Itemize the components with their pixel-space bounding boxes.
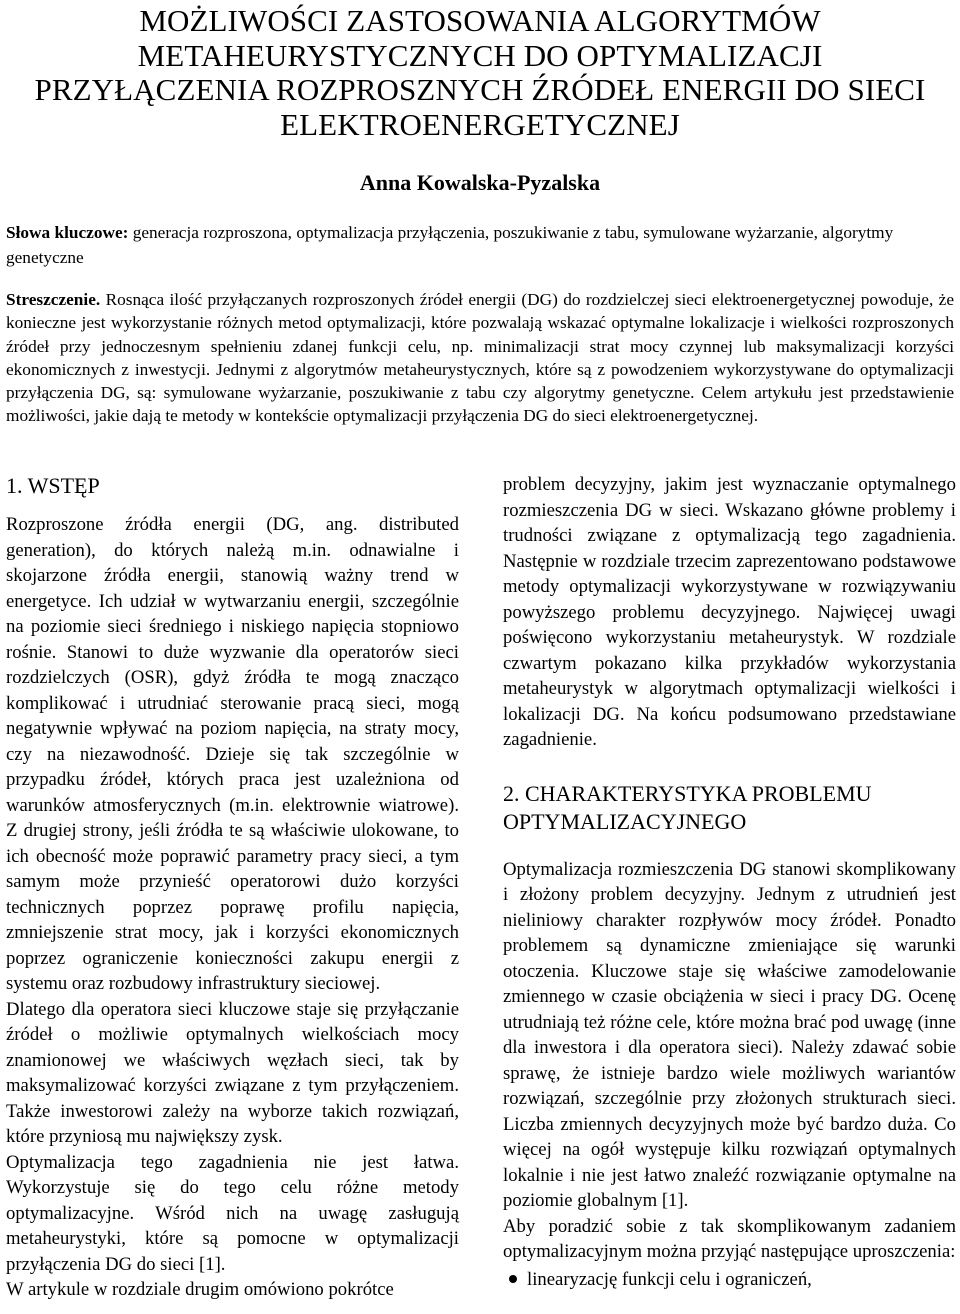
section-2-heading xyxy=(503,780,956,836)
paragraph: Rozproszone źródła energii (DG, ang. distributed generation), do których należą m.in. odnawialne i skojarzone źródła energii, stanowią ważny trend w energetyce. Ich udział w wytwarzaniu energii, szczególnie na poziomie sieci średniego i niskiego napięcia stopniowo rośnie. Stanowi to duże wyzwanie dla operatorów sieci rozdzielczych (OSR), gdyż źródła te mogą znacząco komplikować i utrudniać sterowanie pracą sieci, mogą negatywnie wpływać na poziom napięcia, na straty mocy, czy na niezawodność. Dzieje się tak szczególnie w przypadku źródeł, których praca jest uzależniona od warunków atmosferycznych (m.in. elektrownie wiatrowe). Z drugiej strony, jeśli źródła te są właściwie ulokowane, to ich obecność może poprawić parametry pracy sieci, a tym samym może przynieść operatorowi dużo korzyści technicznych poprzez poprawę profilu napięcia, zmniejszenie strat mocy, jak i korzyści ekonomicznych poprzez ograniczenie konieczności zakupu energii z systemu oraz rozbudowy infrastruktury sieciowej. xyxy=(6,514,459,994)
right-column xyxy=(503,472,956,1292)
paper-title xyxy=(0,4,960,142)
paragraph: Aby poradzić sobie z tak skomplikowanym zadaniem optymalizacyjnym można przyjąć następujące uproszczenia: xyxy=(503,1215,956,1262)
author-name: Anna Kowalska-Pyzalska xyxy=(359,170,601,195)
bullet-item xyxy=(503,1267,956,1293)
keywords-text: generacja rozproszona, optymalizacja przyłączenia, poszukiwanie z tabu, symulowane wyżarzanie, algorytmy genetyczne xyxy=(6,223,894,267)
paragraph: Optymalizacja tego zagadnienia nie jest łatwa. Wykorzystuje się do tego celu różne metody optymalizacyjne. Wśród nich na uwagę zasługują metaheurystyki, które są pomocne w optymalizacji przyłączenia DG do sieci [1]. xyxy=(6,1151,459,1275)
title-line: MOŻLIWOŚCI ZASTOSOWANIA ALGORYTMÓW xyxy=(139,3,821,38)
paragraph: Optymalizacja rozmieszczenia DG stanowi skomplikowany i złożony problem decyzyjny. Jednym z utrudnień jest nieliniowy charakter rozpływów mocy źródeł. Ponadto problemem są dynamiczne zmieniające się warunki otoczenia. Kluczowe staje się właściwe zamodelowanie zmiennego w czasie obciążenia w sieci i pracy DG. Ocenę utrudniają też różne cele, które można brać pod uwagę (inne dla inwestora i dla operatora sieci). Należy zdawać sobie sprawę, że istnieje bardzo wiele możliwych wariantów rozwiązań, szczególnie przy złożonych strukturach sieci. Liczba zmiennych decyzyjnych może być bardzo duża. Co więcej na ogół występuje kilku rozwiązań optymalnych lokalnie i nie jest łatwo znaleźć rozwiązanie optymalne na poziomie globalnym [1]. xyxy=(503,858,956,1211)
paragraph-continuation: problem decyzyjny, jakim jest wyznaczanie optymalnego rozmieszczenia DG w sieci. Wskazano główne problemy i trudności związane z optymalizacją tego zagadnienia. Następnie w rozdziale trzecim zaprezentowano podstawowe metody optymalizacji wykorzystywane w rozwiązywaniu powyższego problemu decyzyjnego. Najwięcej uwagi poświęcono wykorzystaniu metaheurystyk. W rozdziale czwartym pokazano kilka przykładów wykorzystania metaheurystyk w algorytmach optymalizacji wielkości i lokalizacji DG. Na końcu podsumowano przedstawiane zagadnienie. xyxy=(503,474,956,750)
abstract xyxy=(6,288,954,428)
left-column xyxy=(6,472,459,1303)
paragraph: Dlatego dla operatora sieci kluczowe staje się przyłączanie źródeł o możliwie optymalnych wielkościach mocy znamionowej we właściwych węzłach sieci, tak by maksymalizować korzyści związane z tym przyłączeniem. Także inwestorowi zależy na wyborze takich rozwiązań, które przyniosą mu największy zysk. xyxy=(6,998,459,1147)
keywords xyxy=(6,220,954,270)
bullet-text: linearyzację funkcji celu i ograniczeń, xyxy=(527,1268,812,1290)
abstract-label: Streszczenie. xyxy=(6,290,101,309)
keywords-label: Słowa kluczowe: xyxy=(6,223,129,242)
paragraph: W artykule w rozdziale drugim omówiono pokrótce xyxy=(6,1279,394,1300)
heading-line: 2. CHARAKTERYSTYKA PROBLEMU xyxy=(503,780,872,806)
abstract-text: Rosnąca ilość przyłączanych rozproszonych źródeł energii (DG) do rozdzielczej sieci elektroenergetycznej powoduje, że konieczne jest wykorzystanie różnych metod optymalizacji, które pozwalają wskazać optymalne lokalizacje i wielkości rozproszonych źródeł przy jednoczesnym spełnieniu zdanej funkcji celu, np. minimalizacji strat mocy czynnej lub maksymalizacji korzyści ekonomicznych z inwestycji. Jednymi z algorytmów metaheurystycznych, które są z powodzeniem wykorzystywane do optymalizacji przyłączenia DG, są: symulowane wyżarzanie, poszukiwanie z tabu czy algorytmy genetyczne. Celem artykułu jest przedstawienie możliwości, jakie dają te metody w kontekście optymalizacji przyłączenia DG do sieci elektroenergetycznej. xyxy=(6,290,954,426)
bullet-dot-icon xyxy=(509,1275,517,1283)
title-line: PRZYŁĄCZENIA ROZPROSZNYCH ŹRÓDEŁ ENERGII DO SIECI xyxy=(34,72,926,107)
heading-line: OPTYMALIZACYJNEGO xyxy=(503,808,747,834)
title-line: ELEKTROENERGETYCZNEJ xyxy=(280,106,680,142)
section-1-heading: 1. WSTĘP xyxy=(6,473,100,498)
title-line: METAHEURYSTYCZNYCH DO OPTYMALIZACJI xyxy=(137,37,823,73)
